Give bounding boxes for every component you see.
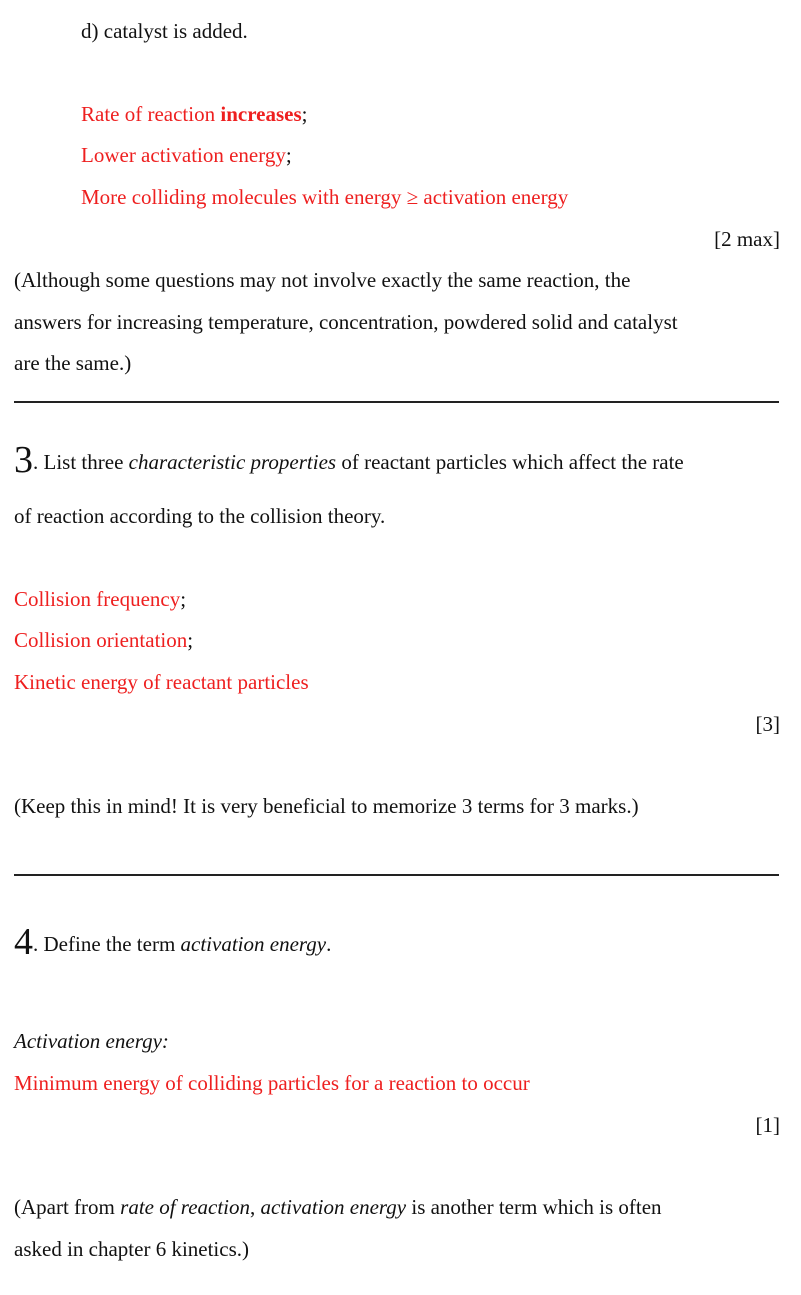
answer-3-item-3: Kinetic energy of reactant particles <box>14 670 309 694</box>
answer-d-line-1-text: Rate of reaction <box>81 102 221 126</box>
marks-4: [1] <box>755 1113 780 1137</box>
marks-d: [2 max] <box>714 227 780 251</box>
answer-3-item-2-sep: ; <box>187 628 194 652</box>
question-4-italic-term: activation energy <box>180 932 327 956</box>
question-4-number: 4 <box>14 921 33 963</box>
question-3-text-post: of reactant particles which affect the rate <box>336 450 684 474</box>
note-4-pre: (Apart from <box>14 1195 121 1219</box>
note-3: (Keep this in mind! It is very beneficial to memorize 3 terms for 3 marks.) <box>14 794 639 818</box>
note-4-post: is another term which is often <box>406 1195 662 1219</box>
note-d-line-1: (Although some questions may not involve exactly the same reaction, the <box>14 268 631 292</box>
question-d-text: d) catalyst is added. <box>81 19 248 43</box>
question-3-italic-term: characteristic properties <box>128 450 337 474</box>
answer-d-line-2 <box>81 141 292 169</box>
section-divider-2 <box>14 874 779 876</box>
note-d-line-2: answers for increasing temperature, concentration, powdered solid and catalyst <box>14 310 678 334</box>
answer-d-line-3: More colliding molecules with energy ≥ activation energy <box>81 185 569 209</box>
note-4-mid: , <box>250 1195 261 1219</box>
answer-d-line-1 <box>81 100 307 128</box>
answer-3-item-1-sep: ; <box>180 587 187 611</box>
answer-d-line-2-text: Lower activation energy <box>81 143 286 167</box>
note-4-italic-2: activation energy <box>260 1195 407 1219</box>
answer-4-label <box>14 1027 169 1055</box>
note-4-italic-1: rate of reaction <box>120 1195 251 1219</box>
answer-d-line-2-sep: ; <box>285 143 292 167</box>
marks-3: [3] <box>755 712 780 736</box>
question-4-line <box>14 922 331 962</box>
answer-3-item-1 <box>14 585 186 613</box>
question-4-text-pre: . Define the term <box>33 932 181 956</box>
question-4-text-post: . <box>326 932 332 956</box>
question-3-line-1 <box>14 440 684 480</box>
question-3-text-pre: . List three <box>33 450 129 474</box>
answer-4-text: Minimum energy of colliding particles for a reaction to occur <box>14 1071 530 1095</box>
answer-d-bold-increases: increases <box>220 102 302 126</box>
answer-4-label-text: Activation energy: <box>14 1029 169 1053</box>
answer-3-item-2 <box>14 626 193 654</box>
note-d-line-3: are the same.) <box>14 351 132 375</box>
question-3-number: 3 <box>14 439 33 481</box>
answer-3-item-1-text: Collision frequency <box>14 587 181 611</box>
question-3-line-2: of reaction according to the collision theory. <box>14 504 386 528</box>
answer-3-item-2-text: Collision orientation <box>14 628 188 652</box>
section-divider-1 <box>14 401 779 403</box>
note-4-line-2: asked in chapter 6 kinetics.) <box>14 1237 249 1261</box>
answer-d-line-1-sep: ; <box>301 102 308 126</box>
note-4-line-1 <box>14 1193 662 1221</box>
